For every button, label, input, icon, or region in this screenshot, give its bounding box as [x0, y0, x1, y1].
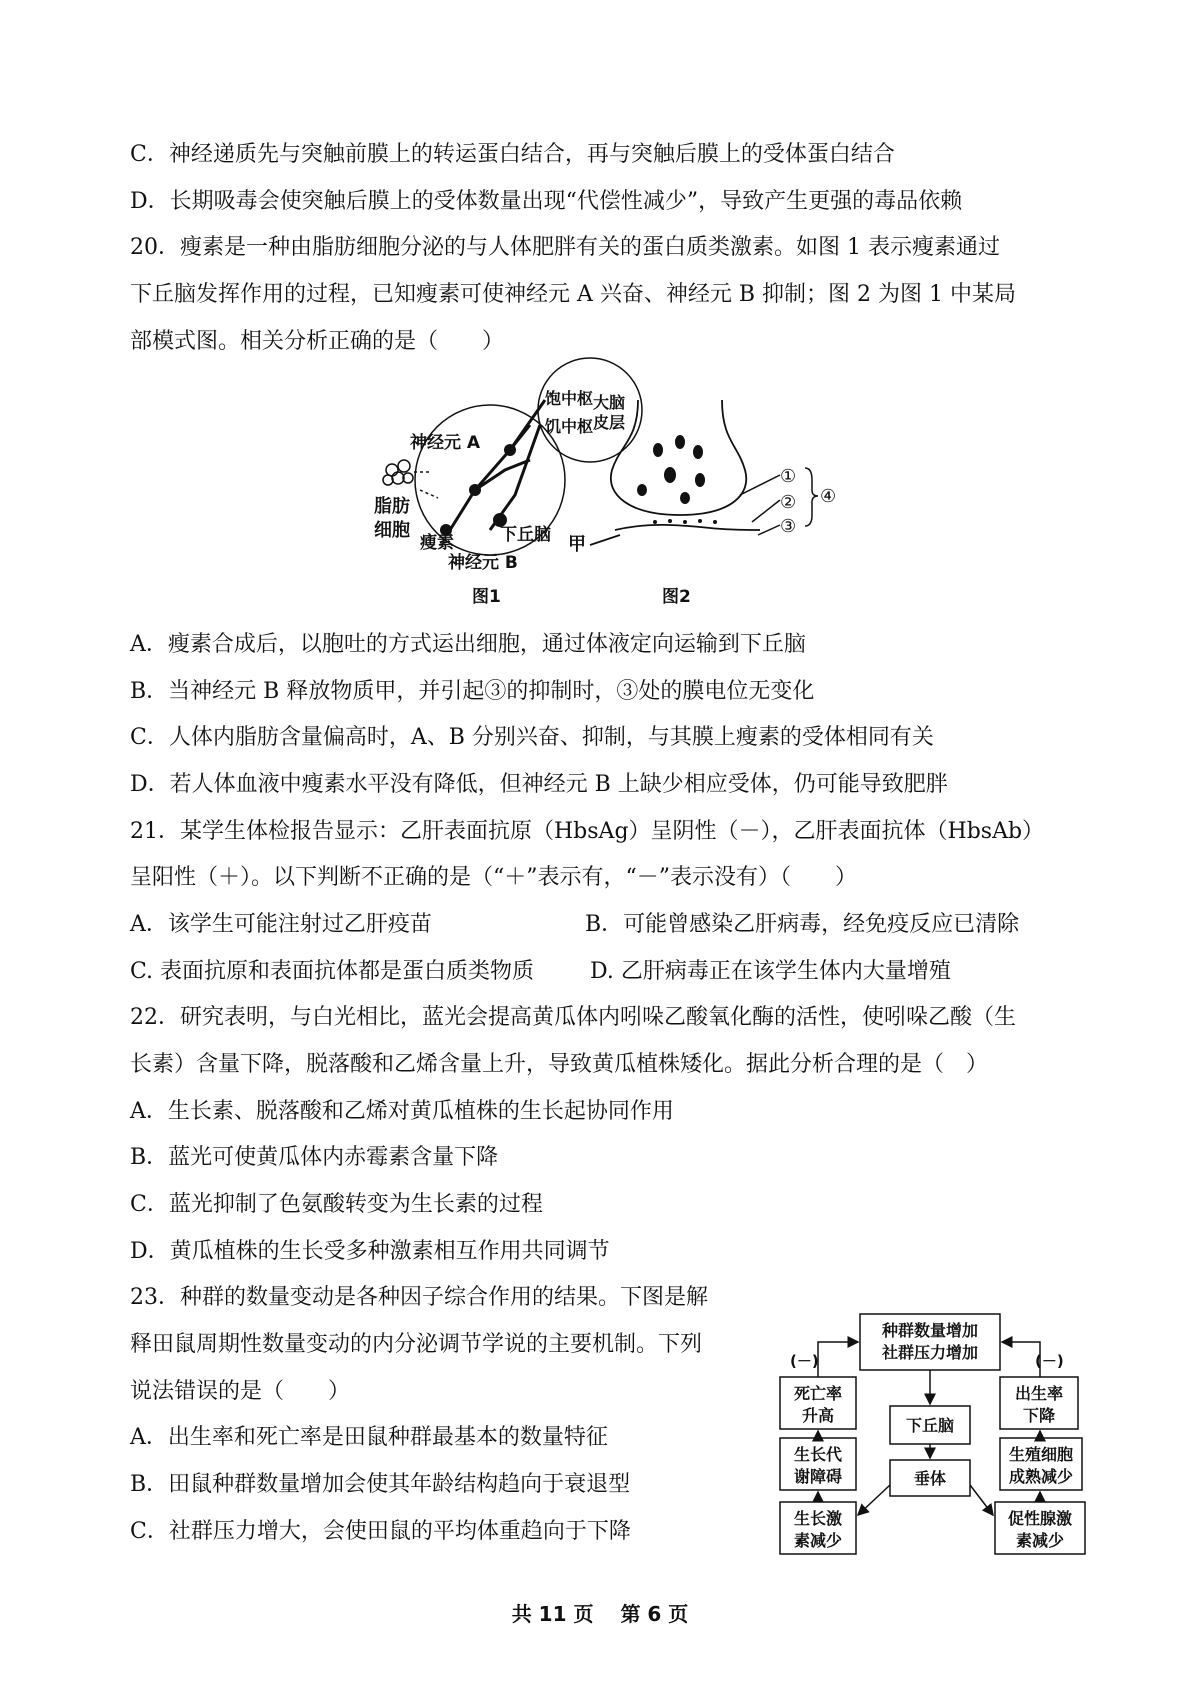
q23-stem-1: 23．种群的数量变动是各种因子综合作用的结果。下图是解: [130, 1285, 708, 1310]
label-3: ③: [780, 516, 797, 537]
growth-disorder-line-2: 谢障碍: [793, 1467, 843, 1486]
node-top-line-1: 种群数量增加: [881, 1321, 979, 1340]
q23-stem-2: 释田鼠周期性数量变动的内分泌调节学说的主要机制。下列: [130, 1332, 703, 1357]
jia-label: 甲: [568, 534, 586, 555]
neuron-a-label: 神经元 A: [410, 433, 481, 453]
neuron-b-label: 神经元 B: [448, 553, 518, 573]
neg-left-label: (－): [790, 1352, 819, 1370]
gh-low-line-1: 生长激: [793, 1509, 843, 1528]
q20-stem-3: 部模式图。相关分析正确的是（ ）: [130, 329, 505, 354]
label-2: ②: [780, 492, 797, 513]
neuron-a-body: [469, 484, 481, 496]
q22-option-d: D．黄瓜植株的生长受多种激素相互作用共同调节: [130, 1239, 610, 1264]
q22-stem-1: 22．研究表明，与白光相比，蓝光会提高黄瓜体内吲哚乙酸氧化酶的活性，使吲哚乙酸（生: [130, 1005, 1016, 1030]
q22-option-c: C．蓝光抑制了色氨酸转变为生长素的过程: [130, 1192, 543, 1217]
label-4: ④: [820, 486, 837, 507]
growth-disorder-line-1: 生长代: [793, 1445, 843, 1464]
germ-cell-line-2: 成熟减少: [1008, 1467, 1074, 1486]
label-1: ①: [780, 466, 797, 487]
page-footer: 共 11 页 第 6 页: [511, 1602, 689, 1626]
q23-stem-3: 说法错误的是（ ）: [130, 1379, 351, 1404]
gonad-low-line-1: 促性腺激: [1007, 1509, 1073, 1528]
q20-stem-1: 20．瘦素是一种由脂肪细胞分泌的与人体肥胖有关的蛋白质类激素。如图 1 表示瘦素通过: [130, 235, 1000, 260]
fat-cell-icon: [383, 460, 413, 485]
q23-flowchart: [775, 1310, 1115, 1580]
q20-option-a: A．瘦素合成后，以胞吐的方式运出细胞，通过体液定向运输到下丘脑: [130, 632, 806, 657]
gonad-low-line-2: 素减少: [1015, 1531, 1065, 1550]
q22-option-b: B．蓝光可使黄瓜体内赤霉素含量下降: [130, 1145, 499, 1170]
q20-option-d: D．若人体血液中瘦素水平没有降低，但神经元 B 上缺少相应受体，仍可能导致肥胖: [130, 772, 948, 797]
q20-stem-2: 下丘脑发挥作用的过程，已知瘦素可使神经元 A 兴奋、神经元 B 抑制；图 2 为图 1 中某局: [130, 282, 1016, 307]
pituitary-node-label: 垂体: [913, 1469, 947, 1488]
fat-cell-label-2: 细胞: [374, 520, 410, 541]
q21-option-b: B．可能曾感染乙肝病毒，经免疫反应已清除: [585, 912, 1020, 937]
death-line-2: 升高: [801, 1406, 835, 1425]
q23-option-a: A．出生率和死亡率是田鼠种群最基本的数量特征: [130, 1425, 608, 1450]
fig1-caption: 图1: [472, 587, 501, 607]
death-line-1: 死亡率: [793, 1384, 843, 1403]
q21-stem-2: 呈阳性（＋）。以下判断不正确的是（“＋”表示有，“－”表示没有）（ ）: [130, 865, 857, 890]
cortex-label-2: 皮层: [593, 413, 626, 432]
q21-stem-1: 21．某学生体检报告显示：乙肝表面抗原（HbsAg）呈阴性（－），乙肝表面抗体（HbsAb）: [130, 819, 1045, 844]
leptin-label: 瘦素: [420, 533, 454, 553]
q20-option-b: B．当神经元 B 释放物质甲，并引起③的抑制时，③处的膜电位无变化: [130, 679, 815, 704]
neg-right-label: (－): [1035, 1352, 1064, 1370]
neuron-network: [450, 400, 545, 530]
cortex-label-1: 大脑: [593, 393, 626, 412]
birth-line-2: 下降: [1022, 1406, 1056, 1425]
node-top-line-2: 社群压力增加: [881, 1343, 979, 1362]
q19-option-c: C．神经递质先与突触前膜上的转运蛋白结合，再与突触后膜上的受体蛋白结合: [130, 142, 895, 167]
brain-circle: [538, 358, 642, 462]
q22-stem-2: 长素）含量下降，脱落酸和乙烯含量上升，导致黄瓜植株矮化。据此分析合理的是（ ）: [130, 1052, 989, 1077]
q21-option-c: C. 表面抗原和表面抗体都是蛋白质类物质: [130, 959, 535, 984]
q21-option-d: D. 乙肝病毒正在该学生体内大量增殖: [590, 959, 951, 984]
gh-low-line-2: 素减少: [793, 1531, 843, 1550]
q19-option-d: D．长期吸毒会使突触后膜上的受体数量出现“代偿性减少”，导致产生更强的毒品依赖: [130, 189, 963, 214]
q23-option-c: C．社群压力增大，会使田鼠的平均体重趋向于下降: [130, 1519, 631, 1544]
fat-cell-label-1: 脂肪: [374, 496, 410, 517]
birth-line-1: 出生率: [1014, 1384, 1064, 1403]
hunger-center-label: 饥中枢: [545, 417, 594, 436]
hypothalamus-node-label: 下丘脑: [905, 1416, 955, 1435]
q20-figure: [374, 380, 900, 610]
synaptic-vesicles: [637, 435, 717, 524]
germ-cell-line-1: 生殖细胞: [1008, 1445, 1074, 1464]
q21-option-a: A．该学生可能注射过乙肝疫苗: [130, 912, 432, 937]
q23-option-b: B．田鼠种群数量增加会使其年龄结构趋向于衰退型: [130, 1472, 631, 1497]
fig2-caption: 图2: [662, 587, 691, 607]
satiety-center-label: 饱中枢: [545, 389, 594, 408]
q22-option-a: A．生长素、脱落酸和乙烯对黄瓜植株的生长起协同作用: [130, 1099, 674, 1124]
q20-option-c: C．人体内脂肪含量偏高时，A、B 分别兴奋、抑制，与其膜上瘦素的受体相同有关: [130, 725, 934, 750]
hypothalamus-label: 下丘脑: [500, 525, 551, 545]
